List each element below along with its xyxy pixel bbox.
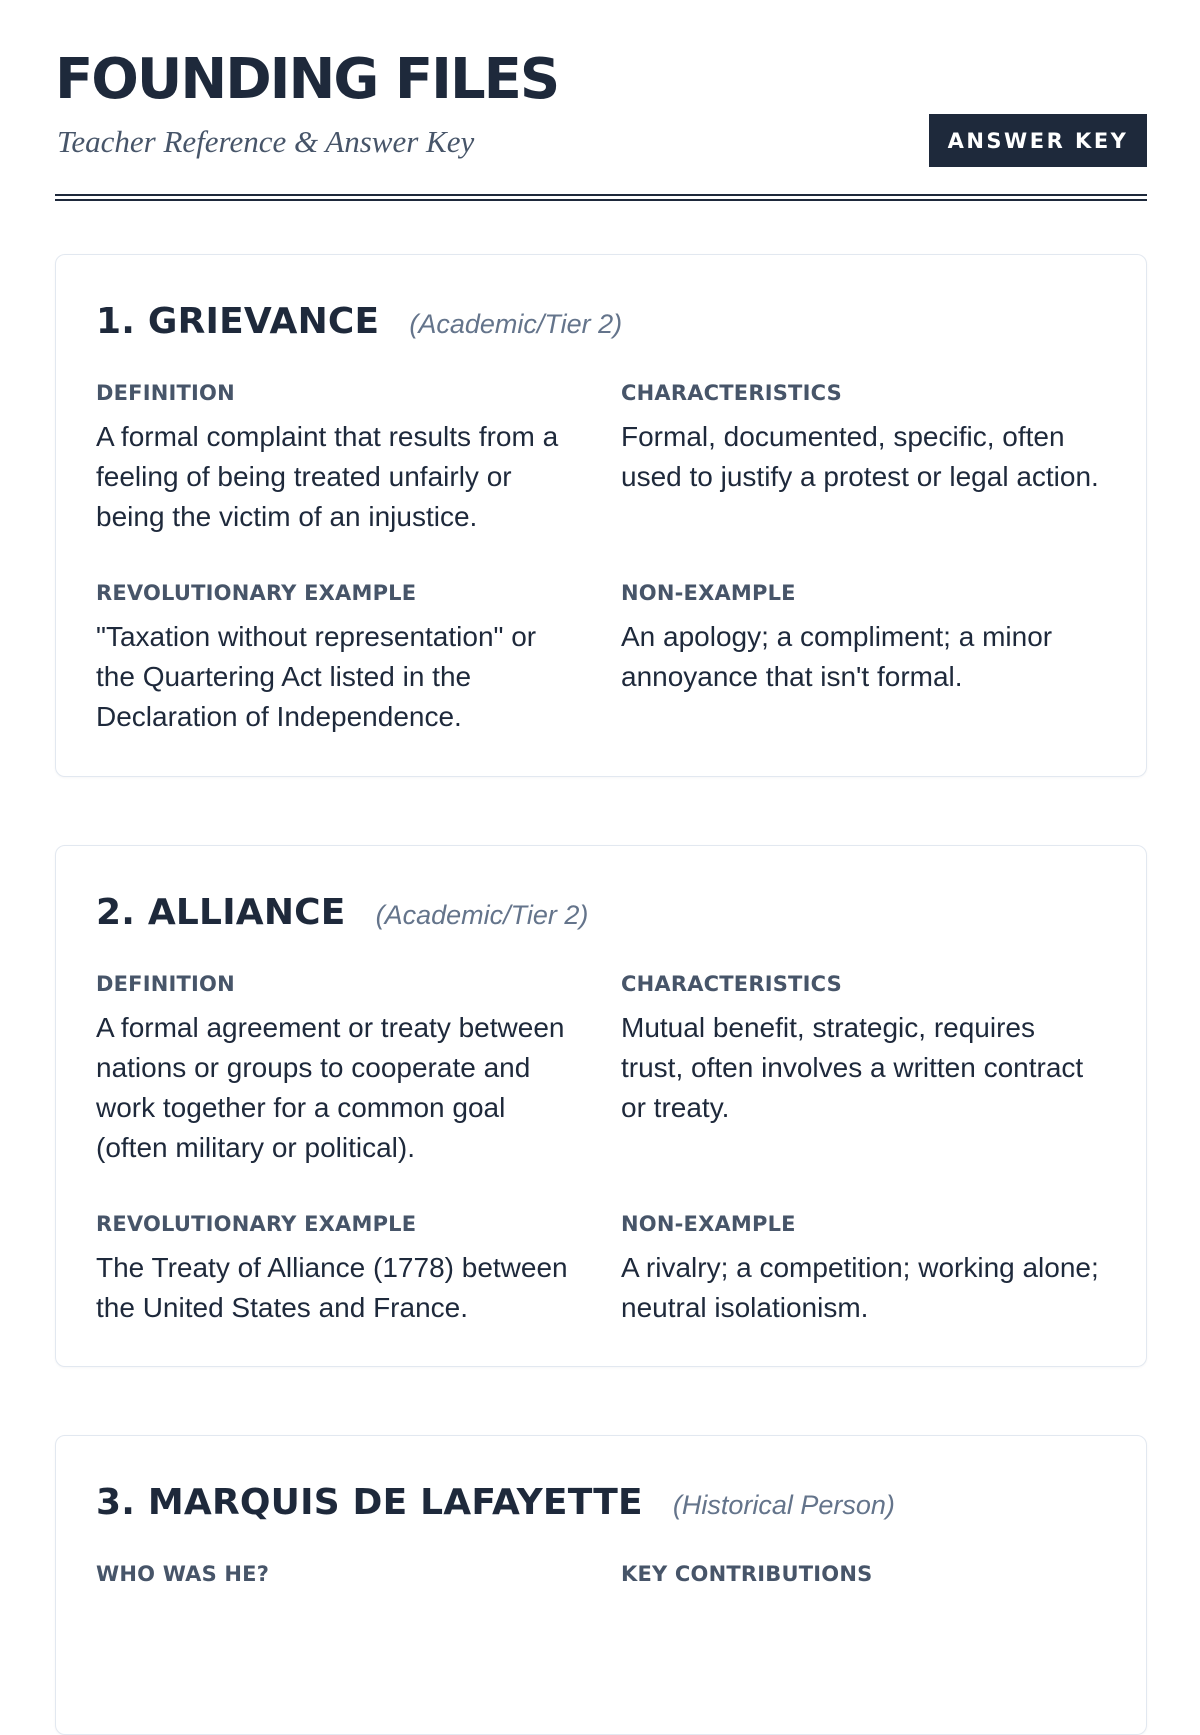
field-label: NON-EXAMPLE: [621, 1212, 796, 1236]
field-label: DEFINITION: [96, 972, 235, 996]
field-label: NON-EXAMPLE: [621, 581, 796, 605]
answer-key-badge: ANSWER KEY: [929, 114, 1147, 167]
person-card-lafayette: [55, 1435, 1147, 1735]
field-label: CHARACTERISTICS: [621, 381, 842, 405]
field-text: A formal complaint that results from a feeling of being treated unfairly or being the victim of an injustice.: [96, 421, 559, 532]
field-label: WHO WAS HE?: [96, 1562, 270, 1586]
definition-field: [96, 972, 576, 1168]
page-title: FOUNDING FILES: [55, 47, 559, 112]
key-contributions-field: [621, 1562, 1101, 1598]
header-divider: [55, 194, 1147, 201]
characteristics-field: [621, 381, 1101, 497]
page-header: [55, 0, 1147, 200]
field-text: Mutual benefit, strategic, requires trust, often involves a written contract or treaty.: [621, 1012, 1084, 1123]
field-text: A rivalry; a competition; working alone; neutral isolationism.: [621, 1252, 1099, 1323]
non-example-field: [621, 1212, 1101, 1328]
answer-key-page: [55, 0, 1147, 1586]
field-text: An apology; a compliment; a minor annoyance that isn't formal.: [621, 621, 1053, 692]
vocab-card-alliance: [55, 845, 1147, 1367]
field-label: CHARACTERISTICS: [621, 972, 842, 996]
field-label: REVOLUTIONARY EXAMPLE: [96, 581, 417, 605]
field-label: REVOLUTIONARY EXAMPLE: [96, 1212, 417, 1236]
field-text: The Treaty of Alliance (1778) between the United States and France.: [96, 1252, 568, 1323]
field-text: Formal, documented, specific, often used to justify a protest or legal action.: [621, 421, 1099, 492]
characteristics-field: [621, 972, 1101, 1128]
field-text: A formal agreement or treaty between nations or groups to cooperate and work together for a common goal (often military or political).: [96, 1012, 565, 1163]
who-was-he-field: [96, 1562, 576, 1598]
example-field: [96, 1212, 576, 1328]
card-title: 1. GRIEVANCE: [96, 301, 380, 342]
card-category-tag: (Historical Person): [672, 1490, 895, 1520]
card-header: [96, 1482, 895, 1523]
field-label: KEY CONTRIBUTIONS: [621, 1562, 873, 1586]
field-label: DEFINITION: [96, 381, 235, 405]
vocab-card-grievance: [55, 254, 1147, 777]
card-category-tag: (Academic/Tier 2): [409, 309, 623, 339]
card-header: [96, 892, 588, 933]
card-title: 3. MARQUIS DE LAFAYETTE: [96, 1482, 643, 1523]
page-subtitle: Teacher Reference & Answer Key: [57, 124, 475, 159]
card-category-tag: (Academic/Tier 2): [375, 900, 589, 930]
card-title: 2. ALLIANCE: [96, 892, 346, 933]
field-text: "Taxation without representation" or the Quartering Act listed in the Declaration of Independence.: [96, 621, 537, 732]
non-example-field: [621, 581, 1101, 697]
definition-field: [96, 381, 576, 537]
example-field: [96, 581, 576, 737]
card-header: [96, 301, 622, 342]
